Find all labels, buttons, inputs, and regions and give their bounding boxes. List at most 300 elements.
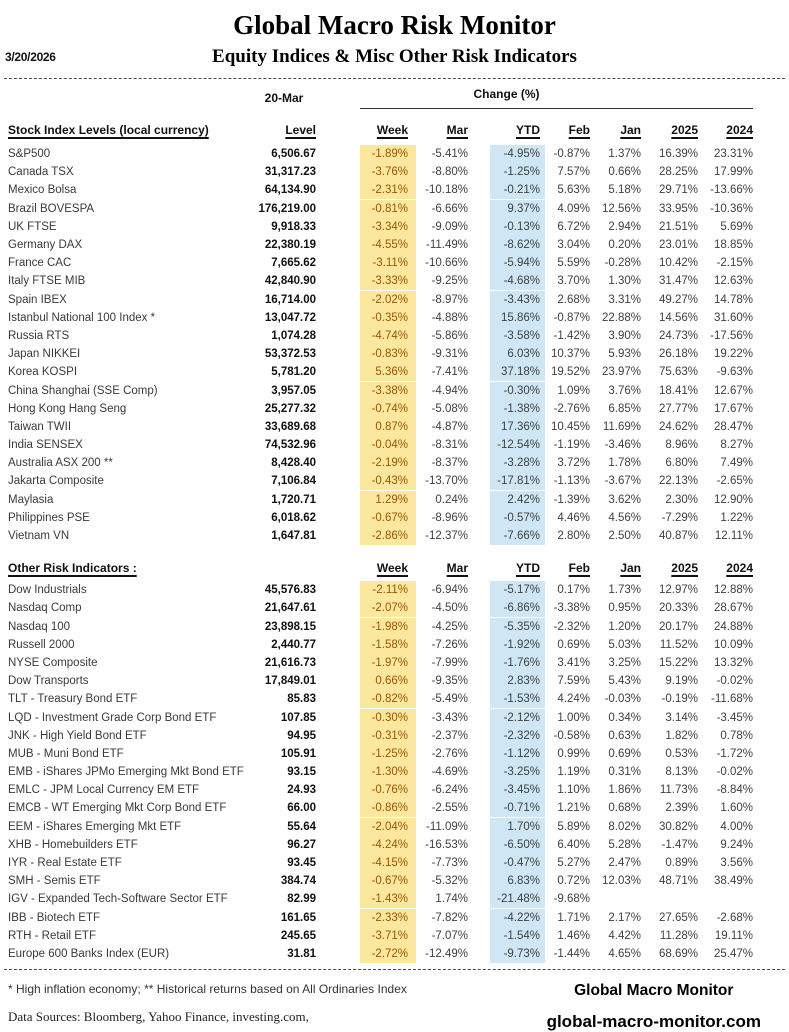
- feb-change: 3.70%: [557, 275, 590, 288]
- feb-change: -0.87%: [553, 148, 590, 161]
- table-row: [0, 145, 789, 163]
- column-header-mar: Mar: [446, 561, 468, 576]
- week-change: -2.11%: [360, 581, 416, 599]
- change-2024: 7.49%: [720, 457, 753, 470]
- row-label: EMB - iShares JPMo Emerging Mkt Bond ETF: [8, 766, 244, 779]
- mar-change: -9.31%: [431, 348, 468, 361]
- jan-change: -0.28%: [604, 257, 641, 270]
- report-subtitle: Equity Indices & Misc Other Risk Indicators: [212, 46, 577, 67]
- change-2024: 10.09%: [713, 638, 753, 651]
- ytd-change: -3.58%: [490, 327, 545, 345]
- row-label: France CAC: [8, 257, 72, 270]
- week-change: -0.31%: [360, 727, 416, 745]
- mar-change: -7.82%: [431, 911, 468, 924]
- jan-change: 3.31%: [608, 293, 641, 306]
- ytd-change: -5.17%: [490, 581, 545, 599]
- mar-change: -7.26%: [431, 638, 468, 651]
- feb-change: -2.32%: [553, 620, 590, 633]
- change-2025: 24.73%: [658, 329, 698, 342]
- ytd-change: -1.38%: [490, 400, 545, 418]
- change-2025: 0.53%: [665, 747, 698, 760]
- week-change: -1.97%: [360, 654, 416, 672]
- mar-change: 1.74%: [435, 893, 468, 906]
- week-change: -2.86%: [360, 527, 416, 545]
- ytd-change: 1.70%: [490, 818, 545, 836]
- column-header-2024: 2024: [726, 561, 753, 576]
- change-2025: 48.71%: [658, 875, 698, 888]
- week-change: -0.74%: [360, 400, 416, 418]
- row-label: India SENSEX: [8, 439, 83, 452]
- feb-change: 7.57%: [557, 166, 590, 179]
- change-2025: 11.73%: [659, 784, 698, 797]
- level-value: 7,106.84: [271, 475, 316, 488]
- jan-change: 22.88%: [601, 311, 641, 324]
- column-header-level: Level: [285, 123, 316, 137]
- feb-change: 1.46%: [557, 929, 590, 942]
- table-row: [0, 618, 789, 636]
- other-risk-indicators-table: [0, 581, 789, 963]
- week-change: -0.86%: [360, 799, 416, 817]
- ytd-change: -21.48%: [490, 890, 545, 908]
- row-label: Japan NIKKEI: [8, 348, 81, 361]
- feb-change: -1.39%: [553, 493, 590, 506]
- week-change: -4.74%: [360, 327, 416, 345]
- level-value: 22,380.19: [264, 239, 316, 252]
- change-2025: 68.69%: [658, 947, 698, 960]
- jan-change: 0.66%: [608, 166, 641, 179]
- row-label: MUB - Muni Bond ETF: [8, 747, 124, 760]
- feb-change: 1.00%: [557, 711, 590, 724]
- feb-change: 0.17%: [557, 584, 590, 597]
- ytd-change: -1.12%: [490, 745, 545, 763]
- row-label: Dow Industrials: [8, 584, 87, 597]
- change-2024: -0.02%: [716, 675, 753, 688]
- change-2024: 17.99%: [713, 166, 753, 179]
- table-row: [0, 218, 789, 236]
- level-value: 82.99: [287, 893, 316, 906]
- week-change: -4.15%: [360, 854, 416, 872]
- week-change: -3.11%: [360, 254, 416, 272]
- week-change: 1.29%: [360, 491, 416, 509]
- change-2025: -1.47%: [661, 838, 698, 851]
- table-row: [0, 527, 789, 545]
- week-change: -1.30%: [360, 763, 416, 781]
- report-date: 3/20/2026: [5, 50, 56, 64]
- change-2024: 3.56%: [720, 857, 753, 870]
- table-row: [0, 491, 789, 509]
- table-row: [0, 654, 789, 672]
- jan-change: 0.63%: [608, 729, 641, 742]
- change-2024: 12.63%: [713, 275, 753, 288]
- mar-change: -3.43%: [431, 711, 468, 724]
- column-header-mar: Mar: [446, 123, 468, 137]
- jan-change: 1.37%: [608, 148, 641, 161]
- table-row: [0, 472, 789, 490]
- change-2025: 3.14%: [665, 711, 698, 724]
- row-label: Europe 600 Banks Index (EUR): [8, 947, 170, 960]
- week-change: 5.36%: [360, 363, 416, 381]
- level-value: 384.74: [280, 875, 316, 888]
- mar-change: -8.96%: [431, 511, 468, 524]
- week-change: -0.43%: [360, 472, 416, 490]
- ytd-change: 2.42%: [490, 491, 545, 509]
- column-header-week: Week: [376, 123, 408, 137]
- level-value: 2,440.77: [271, 638, 316, 651]
- table-row: [0, 327, 789, 345]
- table-row: [0, 727, 789, 745]
- week-change: 0.87%: [360, 418, 416, 436]
- mar-change: -8.37%: [431, 457, 468, 470]
- feb-change: 6.40%: [557, 838, 590, 851]
- change-2024: 9.24%: [720, 838, 753, 851]
- jan-change: 1.30%: [608, 275, 641, 288]
- table-row: [0, 690, 789, 708]
- jan-change: -3.67%: [604, 475, 641, 488]
- level-value: 9,918.33: [271, 220, 316, 233]
- brand-url-link[interactable]: global-macro-monitor.com: [546, 1012, 761, 1032]
- feb-change: 5.59%: [557, 257, 590, 270]
- change-2024: 31.60%: [713, 311, 753, 324]
- change-2025: 16.39%: [658, 148, 698, 161]
- row-label: JNK - High Yield Bond ETF: [8, 729, 147, 742]
- change-2025: 20.17%: [658, 620, 698, 633]
- ytd-change: -1.92%: [490, 636, 545, 654]
- table-row: [0, 509, 789, 527]
- feb-change: -1.19%: [553, 439, 590, 452]
- row-label: IGV - Expanded Tech-Software Sector ETF: [8, 893, 228, 906]
- row-label: Hong Kong Hang Seng: [8, 402, 127, 415]
- row-label: Mexico Bolsa: [8, 184, 77, 197]
- jan-change: 4.42%: [608, 929, 641, 942]
- change-2025: 26.18%: [658, 348, 698, 361]
- table-row: [0, 272, 789, 290]
- feb-change: 0.69%: [557, 638, 590, 651]
- mar-change: -7.99%: [431, 656, 468, 669]
- feb-change: 1.09%: [557, 384, 590, 397]
- jan-change: 3.90%: [608, 329, 641, 342]
- row-label: Dow Transports: [8, 675, 89, 688]
- ytd-change: -1.25%: [490, 163, 545, 181]
- column-header-ytd: YTD: [516, 561, 540, 576]
- change-2024: -2.68%: [716, 911, 753, 924]
- ytd-change: -4.68%: [490, 272, 545, 290]
- ytd-change: -4.95%: [490, 145, 545, 163]
- week-change: -0.83%: [360, 345, 416, 363]
- change-2024: 38.49%: [713, 875, 753, 888]
- stock-index-table: [0, 145, 789, 545]
- table-row: [0, 454, 789, 472]
- week-change: -0.81%: [360, 200, 416, 218]
- ytd-change: -3.43%: [490, 291, 545, 309]
- change-2025: 30.82%: [658, 820, 698, 833]
- jan-change: 0.68%: [608, 802, 641, 815]
- feb-change: -3.38%: [553, 602, 590, 615]
- change-2025: 14.56%: [658, 311, 698, 324]
- level-value: 1,720.71: [271, 493, 316, 506]
- jan-change: 1.73%: [608, 584, 641, 597]
- week-change: -0.30%: [360, 709, 416, 727]
- level-value: 93.45: [287, 857, 316, 870]
- ytd-change: -17.81%: [490, 472, 545, 490]
- feb-change: 0.72%: [557, 875, 590, 888]
- row-label: EEM - iShares Emerging Mkt ETF: [8, 820, 182, 833]
- table-row: [0, 854, 789, 872]
- row-label: Brazil BOVESPA: [8, 202, 95, 215]
- ytd-change: 17.36%: [490, 418, 545, 436]
- feb-change: -1.13%: [553, 475, 590, 488]
- level-value: 6,018.62: [271, 511, 316, 524]
- change-2024: -2.15%: [716, 257, 753, 270]
- report-header: [0, 10, 789, 68]
- week-change: -4.24%: [360, 836, 416, 854]
- mar-change: -4.69%: [431, 766, 468, 779]
- top-divider: [4, 78, 785, 79]
- change-2025: 27.77%: [658, 402, 698, 415]
- change-2024: 24.88%: [713, 620, 753, 633]
- jan-change: 23.97%: [601, 366, 641, 379]
- level-value: 105.91: [280, 747, 316, 760]
- jan-change: 2.94%: [608, 220, 641, 233]
- feb-change: 4.24%: [557, 693, 590, 706]
- jan-change: 12.03%: [601, 875, 641, 888]
- feb-change: 5.27%: [557, 857, 590, 870]
- level-value: 55.64: [287, 820, 316, 833]
- row-label: China Shanghai (SSE Comp): [8, 384, 158, 397]
- level-value: 25,277.32: [264, 402, 316, 415]
- mar-change: 0.24%: [435, 493, 468, 506]
- mar-change: -12.49%: [425, 947, 468, 960]
- table-row: [0, 799, 789, 817]
- change-2025: 24.62%: [658, 420, 698, 433]
- table-row: [0, 909, 789, 927]
- row-label: Philippines PSE: [8, 511, 90, 524]
- feb-change: 0.99%: [557, 747, 590, 760]
- mar-change: -9.35%: [431, 675, 468, 688]
- table-row: [0, 708, 789, 726]
- row-label: Italy FTSE MIB: [8, 275, 86, 288]
- change-2025: 21.51%: [658, 220, 698, 233]
- ytd-change: -6.50%: [490, 836, 545, 854]
- ytd-change: 2.83%: [490, 672, 545, 690]
- change-2024: 25.47%: [713, 947, 753, 960]
- row-label: Taiwan TWII: [8, 420, 72, 433]
- change-2025: 22.13%: [658, 475, 698, 488]
- level-value: 23,898.15: [264, 620, 316, 633]
- ytd-change: -3.25%: [490, 763, 545, 781]
- jan-change: -3.46%: [604, 439, 641, 452]
- row-label: Korea KOSPI: [8, 366, 78, 379]
- level-value: 7,665.62: [271, 257, 316, 270]
- change-2024: 0.78%: [720, 729, 753, 742]
- ytd-change: -3.45%: [490, 781, 545, 799]
- jan-change: 1.78%: [608, 457, 641, 470]
- level-value: 21,647.61: [264, 602, 316, 615]
- change-2025: 0.89%: [665, 857, 698, 870]
- level-value: 1,647.81: [271, 530, 316, 543]
- mar-change: -9.09%: [431, 220, 468, 233]
- week-change: -0.76%: [360, 781, 416, 799]
- mar-change: -4.50%: [431, 602, 468, 615]
- feb-change: 1.71%: [557, 911, 590, 924]
- change-2024: 19.11%: [714, 929, 753, 942]
- feb-change: 2.68%: [557, 293, 590, 306]
- ytd-change: -9.73%: [490, 945, 545, 963]
- row-label: Russell 2000: [8, 638, 75, 651]
- mar-change: -8.31%: [431, 439, 468, 452]
- jan-change: 5.18%: [608, 184, 641, 197]
- row-label: Nasdaq 100: [8, 620, 71, 633]
- level-value: 6,506.67: [271, 148, 316, 161]
- mar-change: -10.18%: [425, 184, 468, 197]
- ytd-change: 15.86%: [490, 309, 545, 327]
- column-header-2025: 2025: [671, 123, 698, 137]
- report-footer: [0, 970, 789, 1032]
- change-2024: -10.36%: [710, 202, 753, 215]
- week-change: -2.72%: [360, 945, 416, 963]
- change-2024: -17.56%: [710, 329, 753, 342]
- change-2025: 31.47%: [658, 275, 698, 288]
- change-2024: 12.88%: [713, 584, 753, 597]
- column-header-ytd: YTD: [516, 123, 540, 137]
- jan-change: 0.20%: [608, 239, 641, 252]
- level-value: 74,532.96: [264, 439, 316, 452]
- change-2025: 10.42%: [658, 257, 698, 270]
- table-row: [0, 236, 789, 254]
- feb-change: 10.45%: [550, 420, 590, 433]
- table-row: [0, 581, 789, 599]
- row-label: NYSE Composite: [8, 656, 98, 669]
- ytd-change: 6.03%: [490, 345, 545, 363]
- table-row: [0, 363, 789, 381]
- row-label: Jakarta Composite: [8, 475, 104, 488]
- ytd-change: 9.37%: [490, 200, 545, 218]
- feb-change: 1.21%: [557, 802, 590, 815]
- feb-change: 4.09%: [557, 202, 590, 215]
- change-2025: 6.80%: [665, 457, 698, 470]
- table-row: [0, 672, 789, 690]
- mar-change: -12.37%: [425, 530, 468, 543]
- level-value: 16,714.00: [264, 293, 316, 306]
- jan-change: 0.95%: [608, 602, 641, 615]
- row-label: Spain IBEX: [8, 293, 67, 306]
- ytd-change: -2.32%: [490, 727, 545, 745]
- ytd-change: -0.71%: [490, 799, 545, 817]
- row-label: IYR - Real Estate ETF: [8, 857, 122, 870]
- change-2025: 12.97%: [658, 584, 698, 597]
- feb-change: -0.58%: [553, 729, 590, 742]
- column-header-2025: 2025: [671, 561, 698, 576]
- week-change: -1.25%: [360, 745, 416, 763]
- mar-change: -2.76%: [431, 747, 468, 760]
- change-2025: 23.01%: [658, 239, 698, 252]
- ytd-change: -0.47%: [490, 854, 545, 872]
- change-2024: -11.68%: [711, 693, 753, 706]
- level-value: 21,616.73: [264, 656, 316, 669]
- change-2024: 12.67%: [713, 384, 753, 397]
- jan-change: 2.50%: [608, 530, 641, 543]
- feb-change: 4.46%: [557, 511, 590, 524]
- ytd-change: -1.53%: [490, 690, 545, 708]
- mar-change: -7.41%: [431, 366, 468, 379]
- mar-change: -11.49%: [426, 239, 468, 252]
- level-value: 31,317.23: [264, 166, 316, 179]
- ytd-change: -1.76%: [490, 654, 545, 672]
- row-label: RTH - Retail ETF: [8, 929, 96, 942]
- level-value: 5,781.20: [271, 366, 316, 379]
- week-change: -3.33%: [360, 272, 416, 290]
- table-row: [0, 291, 789, 309]
- table-row: [0, 418, 789, 436]
- change-2024: 12.11%: [714, 530, 753, 543]
- change-2025: 49.27%: [658, 293, 698, 306]
- table-row: [0, 200, 789, 218]
- row-label: Australia ASX 200 **: [8, 457, 113, 470]
- change-2024: 23.31%: [713, 148, 753, 161]
- feb-change: 3.41%: [557, 656, 590, 669]
- jan-change: -0.03%: [604, 693, 641, 706]
- change-2025: 33.95%: [658, 202, 698, 215]
- table-row: [0, 345, 789, 363]
- change-2025: 27.65%: [658, 911, 698, 924]
- feb-change: 7.59%: [557, 675, 590, 688]
- feb-change: 19.52%: [550, 366, 590, 379]
- row-label: S&P500: [8, 148, 51, 161]
- mar-change: -7.07%: [431, 929, 468, 942]
- feb-change: -2.76%: [553, 402, 590, 415]
- change-2025: 20.33%: [658, 602, 698, 615]
- mar-change: -13.70%: [425, 475, 468, 488]
- feb-change: 5.89%: [557, 820, 590, 833]
- week-change: -3.38%: [360, 382, 416, 400]
- row-label: Russia RTS: [8, 329, 70, 342]
- jan-change: 0.31%: [608, 766, 641, 779]
- level-value: 53,372.53: [264, 348, 316, 361]
- row-label: SMH - Semis ETF: [8, 875, 101, 888]
- ytd-change: -0.21%: [490, 181, 545, 199]
- row-label: Vietnam VN: [8, 530, 70, 543]
- ytd-change: -3.28%: [490, 454, 545, 472]
- level-value: 93.15: [287, 766, 316, 779]
- week-change: -2.19%: [360, 454, 416, 472]
- change-2025: 40.87%: [658, 530, 698, 543]
- jan-change: 5.28%: [608, 838, 641, 851]
- week-change: -2.02%: [360, 291, 416, 309]
- ytd-change: -5.35%: [490, 618, 545, 636]
- table-row: [0, 181, 789, 199]
- week-change: -1.89%: [360, 145, 416, 163]
- level-value: 24.93: [287, 784, 316, 797]
- change-2024: -2.65%: [716, 475, 753, 488]
- week-change: -0.82%: [360, 690, 416, 708]
- mar-change: -6.66%: [431, 202, 468, 215]
- table-subheader-row: [0, 87, 789, 109]
- level-value: 31.81: [287, 947, 316, 960]
- week-change: -1.58%: [360, 636, 416, 654]
- change-2024: 14.78%: [713, 293, 753, 306]
- section2-header-row: [0, 559, 789, 577]
- jan-change: 1.20%: [608, 620, 641, 633]
- change-2025: 15.22%: [658, 656, 698, 669]
- mar-change: -6.94%: [431, 584, 468, 597]
- jan-change: 11.69%: [602, 420, 641, 433]
- ytd-change: -0.13%: [490, 218, 545, 236]
- week-change: -2.04%: [360, 818, 416, 836]
- row-label: Canada TSX: [8, 166, 74, 179]
- section1-title: Stock Index Levels (local currency): [8, 123, 209, 137]
- week-change: -2.31%: [360, 181, 416, 199]
- table-row: [0, 945, 789, 963]
- mar-change: -9.25%: [431, 275, 468, 288]
